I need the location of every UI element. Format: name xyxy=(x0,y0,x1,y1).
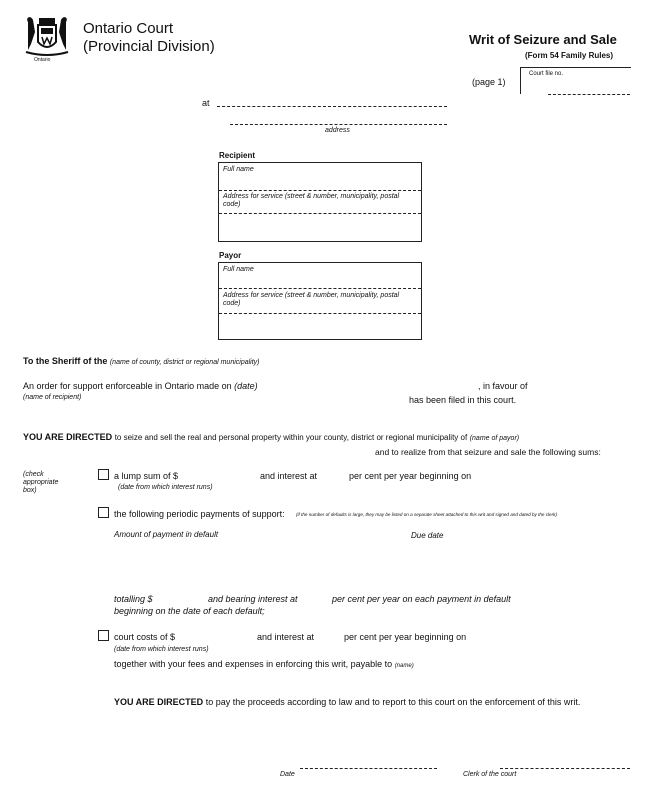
recipient-full-name-label: Full name xyxy=(223,166,254,173)
beginning-default-label: beginning on the date of each default; xyxy=(114,606,265,616)
court-file-label: Court file no. xyxy=(529,71,564,77)
totalling-label: totalling $ xyxy=(114,594,153,604)
payor-heading: Payor xyxy=(219,251,242,260)
order-text xyxy=(23,381,258,391)
recipient-heading: Recipient xyxy=(219,151,256,160)
court-file-number-field[interactable] xyxy=(520,67,631,94)
court-costs-interest-label: and interest at xyxy=(257,632,315,642)
sheriff-line xyxy=(23,356,260,366)
court-costs-per-cent-label: per cent per year beginning on xyxy=(344,632,467,642)
periodic-payments-checkbox[interactable] xyxy=(98,507,109,518)
directed2-text: to pay the proceeds according to law and to report to this court on the enforcement of this writ. xyxy=(205,697,581,707)
address-line[interactable] xyxy=(230,124,447,125)
name-of-recipient-label: (name of recipient) xyxy=(23,394,82,401)
periodic-payments-note: (if the number of defaults is large, they may be listed on a separate sheet attached to this writ and signed and dated by the clerk) xyxy=(296,512,557,517)
recipient-address-divider xyxy=(219,213,421,214)
together-text: together with your fees and expenses in enforcing this writ, payable to xyxy=(114,659,393,669)
sheriff-bold: To the Sheriff of the xyxy=(23,356,108,366)
order-text-main: An order for support enforceable in Ontario made on xyxy=(23,381,232,391)
together-line xyxy=(114,659,414,669)
periodic-payments-label: the following periodic payments of support: xyxy=(114,509,285,519)
form-number: (Form 54 Family Rules) xyxy=(525,51,614,60)
order-date-label: (date) xyxy=(234,381,258,391)
lump-sum-per-cent-label: per cent per year beginning on xyxy=(349,471,472,481)
directed-bold: YOU ARE DIRECTED xyxy=(23,432,113,442)
clerk-of-court-label: Clerk of the court xyxy=(463,771,517,778)
court-name-line1: Ontario Court xyxy=(83,20,174,37)
directed-text: to seize and sell the real and personal property within your county, district or regional municipality of xyxy=(114,433,468,442)
payor-full-name-label: Full name xyxy=(223,266,254,273)
payor-box xyxy=(218,262,422,340)
address-label: address xyxy=(325,127,350,134)
check-appropriate-box-note: (check appropriate box) xyxy=(23,471,59,494)
recipient-name-divider xyxy=(219,190,421,191)
court-costs-date-note: (date from which interest runs) xyxy=(114,646,209,653)
at-line[interactable] xyxy=(217,106,447,107)
lump-sum-interest-label: and interest at xyxy=(260,471,318,481)
date-label: Date xyxy=(280,771,295,778)
payor-name-divider xyxy=(219,288,421,289)
amount-in-default-label: Amount of payment in default xyxy=(114,530,219,539)
court-costs-checkbox[interactable] xyxy=(98,630,109,641)
court-name-line2: (Provincial Division) xyxy=(83,38,215,55)
sheriff-italic: (name of county, district or regional municipality) xyxy=(109,359,260,366)
together-name-label: (name) xyxy=(394,663,414,669)
payor-address-divider xyxy=(219,313,421,314)
lump-sum-label: a lump sum of $ xyxy=(114,471,179,481)
court-file-underline xyxy=(548,94,630,95)
bearing-interest-label: and bearing interest at xyxy=(208,594,298,604)
directed-line xyxy=(23,432,519,442)
recipient-box xyxy=(218,162,422,242)
date-signature-line[interactable] xyxy=(300,768,437,769)
realize-text: and to realize from that seizure and sale the following sums: xyxy=(375,447,601,457)
name-of-payor-label: (name of payor) xyxy=(469,435,520,442)
ontario-coat-of-arms-logo xyxy=(22,14,72,58)
lump-sum-date-note: (date from which interest runs) xyxy=(118,484,213,491)
per-cent-each-label: per cent per year on each payment in default xyxy=(332,594,511,604)
lump-sum-checkbox[interactable] xyxy=(98,469,109,480)
court-costs-label: court costs of $ xyxy=(114,632,176,642)
filed-text: has been filed in this court. xyxy=(409,395,517,405)
payor-address-label: Address for service (street & number, municipality, postal code) xyxy=(223,292,400,307)
favour-of-text: , in favour of xyxy=(478,381,528,391)
form-title: Writ of Seizure and Sale xyxy=(469,32,617,47)
directed2-line xyxy=(114,697,580,707)
page-label: (page 1) xyxy=(472,77,506,87)
at-label: at xyxy=(202,98,210,108)
due-date-label: Due date xyxy=(411,531,444,540)
directed2-bold: YOU ARE DIRECTED xyxy=(114,697,204,707)
logo-caption: Ontario xyxy=(34,57,51,63)
recipient-address-label: Address for service (street & number, municipality, postal code) xyxy=(223,193,400,208)
clerk-signature-line[interactable] xyxy=(500,768,630,769)
